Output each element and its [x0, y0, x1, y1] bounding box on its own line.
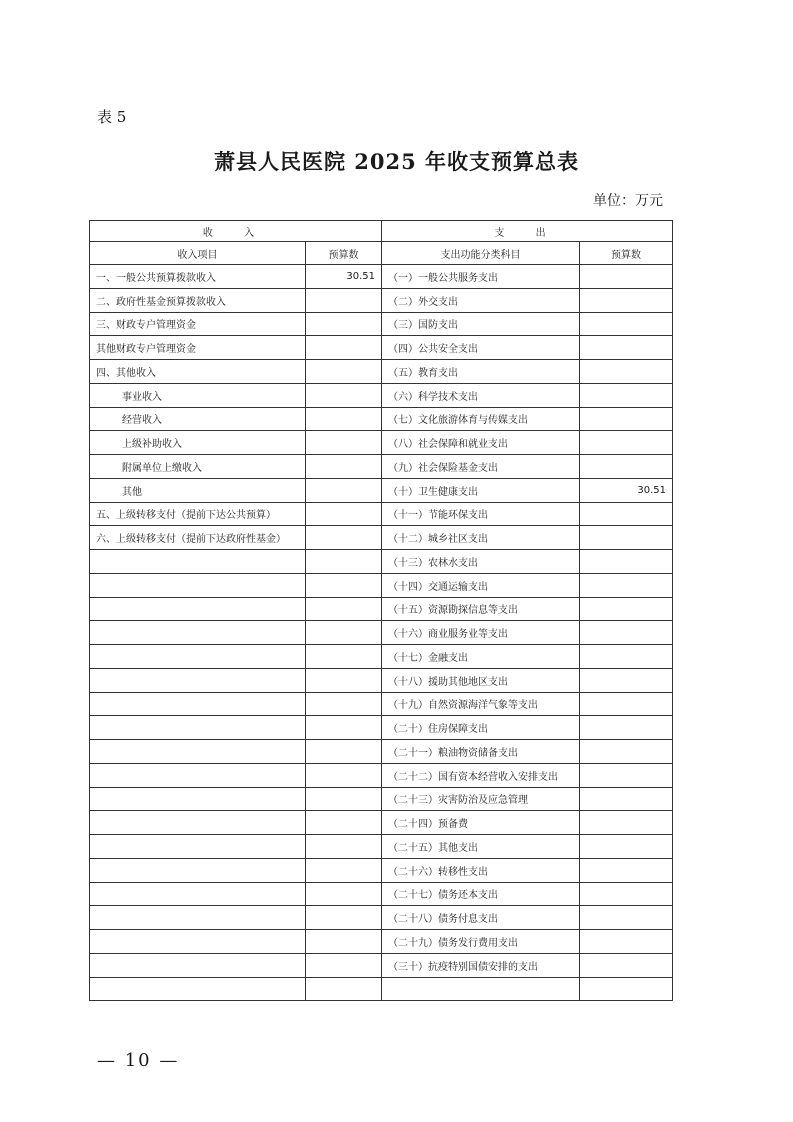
expense-amount-cell — [580, 692, 673, 716]
expense-item-cell: （十九）自然资源海洋气象等支出 — [382, 692, 580, 716]
expense-amount-cell — [580, 265, 673, 289]
expense-amount-cell — [580, 930, 673, 954]
income-item-cell — [90, 835, 306, 859]
income-amount-cell — [306, 668, 382, 692]
expense-amount-cell — [580, 431, 673, 455]
income-item-cell — [90, 763, 306, 787]
expense-amount-cell — [580, 526, 673, 550]
expense-item-cell: （十七）金融支出 — [382, 645, 580, 669]
income-item-cell: 六、上级转移支付（提前下达政府性基金） — [90, 526, 306, 550]
expense-amount-cell — [580, 550, 673, 574]
table-row — [90, 740, 673, 764]
expense-item-cell: （十五）资源勘探信息等支出 — [382, 597, 580, 621]
income-amount-cell — [306, 977, 382, 1001]
expense-item-cell: （三十）抗疫特别国债安排的支出 — [382, 953, 580, 977]
budget-table — [89, 220, 673, 1001]
income-item-cell: 其他 — [90, 478, 306, 502]
table-row — [90, 835, 673, 859]
income-item-cell: 经营收入 — [90, 407, 306, 431]
income-item-cell — [90, 550, 306, 574]
table-row — [90, 977, 673, 1001]
expense-amount-cell — [580, 336, 673, 360]
expense-item-cell: （三）国防支出 — [382, 312, 580, 336]
table-row — [90, 455, 673, 479]
income-item-cell: 事业收入 — [90, 383, 306, 407]
expense-item-cell: （二十三）灾害防治及应急管理 — [382, 787, 580, 811]
income-item-cell: 三、财政专户管理资金 — [90, 312, 306, 336]
income-amount-cell — [306, 407, 382, 431]
expense-item-cell: （二十八）债务付息支出 — [382, 906, 580, 930]
table-row — [90, 431, 673, 455]
table-row — [90, 526, 673, 550]
table-row — [90, 265, 673, 289]
expense-amount-cell — [580, 740, 673, 764]
income-item-cell — [90, 645, 306, 669]
income-amount-cell — [306, 740, 382, 764]
income-amount-cell — [306, 526, 382, 550]
expense-item-cell: （十三）农林水支出 — [382, 550, 580, 574]
expense-item-cell: （十六）商业服务业等支出 — [382, 621, 580, 645]
expense-item-cell: （九）社会保险基金支出 — [382, 455, 580, 479]
expense-item-cell: （四）公共安全支出 — [382, 336, 580, 360]
table-row — [90, 906, 673, 930]
expense-amount-cell — [580, 360, 673, 384]
expense-item-cell: （十八）援助其他地区支出 — [382, 668, 580, 692]
income-item-cell — [90, 692, 306, 716]
table-row — [90, 478, 673, 502]
expense-item-cell — [382, 977, 580, 1001]
income-item-cell: 四、其他收入 — [90, 360, 306, 384]
income-item-cell — [90, 953, 306, 977]
expense-item-cell: （十一）节能环保支出 — [382, 502, 580, 526]
income-amount-cell — [306, 811, 382, 835]
table-row — [90, 930, 673, 954]
expense-item-cell: （二十）住房保障支出 — [382, 716, 580, 740]
expense-amount-cell — [580, 787, 673, 811]
expense-item-header: 支出功能分类科目 — [382, 242, 580, 265]
income-amount-cell — [306, 906, 382, 930]
expense-item-cell: （二）外交支出 — [382, 288, 580, 312]
page-title: 萧县人民医院 2025 年收支预算总表 — [213, 149, 580, 174]
table-row — [90, 621, 673, 645]
income-item-cell — [90, 787, 306, 811]
expense-item-cell: （十二）城乡社区支出 — [382, 526, 580, 550]
expense-item-cell: （二十七）债务还本支出 — [382, 882, 580, 906]
expense-item-cell: （一）一般公共服务支出 — [382, 265, 580, 289]
income-amount-cell — [306, 360, 382, 384]
table-row — [90, 692, 673, 716]
table-row — [90, 858, 673, 882]
income-amount-cell — [306, 478, 382, 502]
income-amount-cell — [306, 550, 382, 574]
expense-item-cell: （七）文化旅游体育与传媒支出 — [382, 407, 580, 431]
income-amount-cell — [306, 716, 382, 740]
table-row — [90, 953, 673, 977]
income-amount-cell — [306, 573, 382, 597]
income-section-header: 收 入 — [90, 221, 382, 242]
income-amount-cell — [306, 455, 382, 479]
income-amount-cell — [306, 597, 382, 621]
table-row — [90, 882, 673, 906]
income-amount-cell — [306, 383, 382, 407]
expense-amount-cell — [580, 716, 673, 740]
table-row — [90, 716, 673, 740]
income-item-cell: 其他财政专户管理资金 — [90, 336, 306, 360]
income-item-cell — [90, 977, 306, 1001]
income-amount-cell: 30.51 — [306, 265, 382, 289]
income-amount-cell — [306, 953, 382, 977]
expense-amount-cell — [580, 383, 673, 407]
expense-amount-cell — [580, 597, 673, 621]
expense-item-cell: （六）科学技术支出 — [382, 383, 580, 407]
expense-amount-cell — [580, 835, 673, 859]
page-number: — 10 — — [97, 1050, 180, 1071]
income-amount-cell — [306, 431, 382, 455]
table-row — [90, 312, 673, 336]
income-item-cell — [90, 573, 306, 597]
expense-item-cell: （二十一）粮油物资储备支出 — [382, 740, 580, 764]
income-item-cell: 二、政府性基金预算拨款收入 — [90, 288, 306, 312]
expense-amount-cell — [580, 502, 673, 526]
expense-section-header: 支 出 — [382, 221, 673, 242]
income-item-cell — [90, 858, 306, 882]
income-amount-cell — [306, 692, 382, 716]
income-item-cell — [90, 597, 306, 621]
income-amount-cell — [306, 930, 382, 954]
income-item-cell: 上级补助收入 — [90, 431, 306, 455]
table-row — [90, 502, 673, 526]
income-amount-cell — [306, 312, 382, 336]
income-item-cell — [90, 930, 306, 954]
budget-table-body — [90, 265, 673, 1001]
expense-item-cell: （五）教育支出 — [382, 360, 580, 384]
expense-item-cell: （二十四）预备费 — [382, 811, 580, 835]
expense-item-cell: （二十九）债务发行费用支出 — [382, 930, 580, 954]
table-row — [90, 787, 673, 811]
table-row — [90, 645, 673, 669]
table-label: 表 5 — [97, 108, 127, 126]
expense-item-cell: （二十六）转移性支出 — [382, 858, 580, 882]
expense-amount-cell — [580, 882, 673, 906]
expense-amount-cell — [580, 621, 673, 645]
table-row — [90, 811, 673, 835]
table-row — [90, 360, 673, 384]
expense-amount-cell — [580, 645, 673, 669]
table-row — [90, 383, 673, 407]
expense-amount-cell — [580, 763, 673, 787]
expense-amount-cell — [580, 953, 673, 977]
income-item-cell — [90, 716, 306, 740]
income-amount-cell — [306, 882, 382, 906]
income-amount-cell — [306, 502, 382, 526]
table-row — [90, 550, 673, 574]
income-amount-header: 预算数 — [306, 242, 382, 265]
expense-amount-cell — [580, 288, 673, 312]
expense-amount-cell — [580, 858, 673, 882]
expense-amount-cell — [580, 977, 673, 1001]
expense-amount-header: 预算数 — [580, 242, 673, 265]
expense-item-cell: （八）社会保障和就业支出 — [382, 431, 580, 455]
income-item-cell — [90, 621, 306, 645]
table-row — [90, 573, 673, 597]
income-item-cell: 五、上级转移支付（提前下达公共预算） — [90, 502, 306, 526]
income-item-cell — [90, 811, 306, 835]
income-amount-cell — [306, 787, 382, 811]
expense-amount-cell — [580, 455, 673, 479]
expense-amount-cell — [580, 906, 673, 930]
table-row — [90, 597, 673, 621]
table-row — [90, 407, 673, 431]
income-item-cell: 一、一般公共预算拨款收入 — [90, 265, 306, 289]
income-amount-cell — [306, 835, 382, 859]
expense-item-cell: （十）卫生健康支出 — [382, 478, 580, 502]
income-amount-cell — [306, 288, 382, 312]
expense-item-cell: （十四）交通运输支出 — [382, 573, 580, 597]
income-amount-cell — [306, 621, 382, 645]
income-amount-cell — [306, 858, 382, 882]
income-item-cell — [90, 668, 306, 692]
expense-item-cell: （二十五）其他支出 — [382, 835, 580, 859]
expense-item-cell: （二十二）国有资本经营收入安排支出 — [382, 763, 580, 787]
table-row — [90, 288, 673, 312]
expense-amount-cell — [580, 407, 673, 431]
expense-amount-cell — [580, 573, 673, 597]
table-row — [90, 668, 673, 692]
table-row — [90, 763, 673, 787]
expense-amount-cell: 30.51 — [580, 478, 673, 502]
income-item-cell — [90, 906, 306, 930]
income-amount-cell — [306, 763, 382, 787]
income-amount-cell — [306, 645, 382, 669]
income-item-cell — [90, 882, 306, 906]
income-item-cell — [90, 740, 306, 764]
income-amount-cell — [306, 336, 382, 360]
expense-amount-cell — [580, 312, 673, 336]
expense-amount-cell — [580, 811, 673, 835]
expense-amount-cell — [580, 668, 673, 692]
income-item-cell: 附属单位上缴收入 — [90, 455, 306, 479]
unit-label: 单位：万元 — [593, 193, 663, 209]
income-item-header: 收入项目 — [90, 242, 306, 265]
table-row — [90, 336, 673, 360]
